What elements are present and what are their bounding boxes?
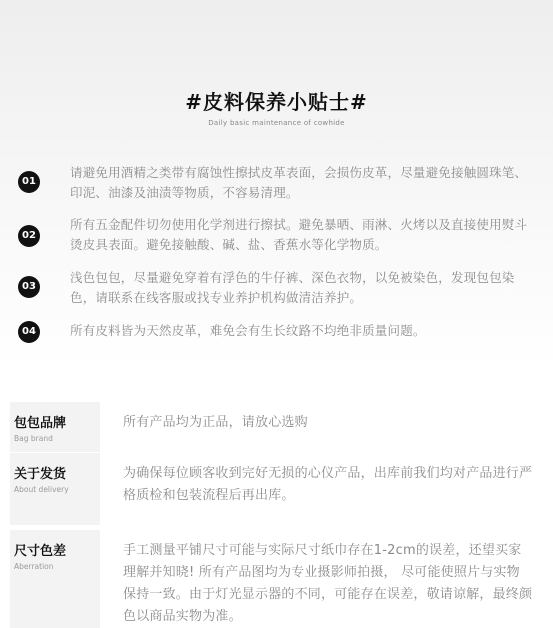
page-subtitle: Daily basic maintenance of cowhide <box>208 119 345 127</box>
info-text: 手工测量平铺尺寸可能与实际尺寸纸巾存在1-2cm的误差，还望买家理解并知晓! 所有产品图均为专业摄影师拍摄， 尽可能使照片与实物保持一致。由于灯光显示器的不同，可能存在误差，敬请谅解，最终颜色以商品实物为准。 <box>123 543 533 624</box>
tip-text: 浅色包包，尽量避免穿着有浮色的牛仔裤、深色衣物，以免被染色，发现包包染色，请联系在线客服或找专业养护机构做清洁养护。 <box>70 270 515 305</box>
info-label: 包包品牌 <box>14 416 67 431</box>
info-text: 为确保每位顾客收到完好无损的心仪产品，出库前我们均对产品进行严格质检和包装流程后再出库。 <box>123 466 533 503</box>
info-label: 尺寸色差 <box>14 544 67 559</box>
page-title: #皮料保养小贴士# <box>185 90 368 114</box>
info-sublabel: Aberration <box>14 562 54 571</box>
header <box>0 88 553 128</box>
tip-text: 所有皮料皆为天然皮革，难免会有生长纹路不均绝非质量问题。 <box>70 323 426 338</box>
info-sublabel: About delivery <box>14 485 69 494</box>
tip-text: 所有五金配件切勿使用化学剂进行擦拭。避免暴晒、雨淋、火烤以及直接使用熨斗烫皮具表面。避免接触酸、碱、盐、香蕉水等化学物质。 <box>70 217 528 252</box>
info-row-brand <box>0 402 553 452</box>
info-row-delivery <box>0 453 553 525</box>
info-sublabel: Bag brand <box>14 434 53 443</box>
number-badge: 02 <box>18 225 40 247</box>
info-label: 关于发货 <box>14 467 67 482</box>
info-text: 所有产品均为正品，请放心选购 <box>123 415 308 430</box>
number-badge: 03 <box>18 276 40 298</box>
number-badge: 01 <box>18 171 40 193</box>
info-row-aberration <box>0 530 553 628</box>
tip-text: 请避免用酒精之类带有腐蚀性擦拭皮革表面，会损伤皮革，尽量避免接触圆珠笔、印泥、油漆及油渍等物质，不容易清理。 <box>70 165 528 200</box>
number-badge: 04 <box>18 321 40 343</box>
